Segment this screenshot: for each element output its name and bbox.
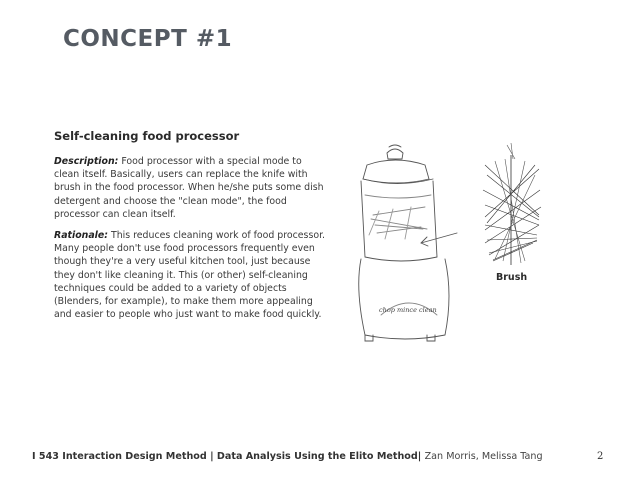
concept-subtitle: Self-cleaning food processor — [54, 129, 240, 143]
rationale-paragraph — [54, 229, 326, 321]
mince-button-label: mince — [397, 306, 417, 314]
footer-separator: | — [206, 451, 217, 462]
description-label: Description: — [54, 156, 119, 167]
description-paragraph — [54, 155, 326, 221]
chop-button-label: chop — [379, 306, 395, 314]
rationale-label: Rationale: — [54, 230, 109, 241]
author-names: Zan Morris, Melissa Tang — [424, 451, 543, 462]
slide-title: CONCEPT #1 — [63, 26, 233, 52]
clean-button-label: clean — [419, 306, 437, 314]
description-text: Food processor with a special mode to clean itself. Basically, users can replace the knife with brush in the food processor. When he/she puts some dish detergent and choose the "clean mode", the food processor can clean itself. — [54, 156, 324, 220]
rationale-text: This reduces cleaning work of food processor. Many people don't use food processors frequently even though they're a very useful kitchen tool, just because they don't like cleaning it. This (or other) self-cleaning techniques could be added to a variety of objects (Blenders, for example), to make them more appealing and easier to people who just want to make food quickly. — [54, 230, 326, 321]
topic-name: Data Analysis Using the Elito Method — [216, 451, 418, 462]
brush-label: Brush — [496, 272, 528, 283]
footer — [32, 451, 543, 462]
food-processor-sketch — [335, 135, 560, 365]
page-number: 2 — [597, 451, 604, 462]
course-name: I 543 Interaction Design Method — [32, 451, 207, 462]
footer-separator: | — [417, 451, 425, 462]
brush-drawing — [483, 143, 541, 265]
